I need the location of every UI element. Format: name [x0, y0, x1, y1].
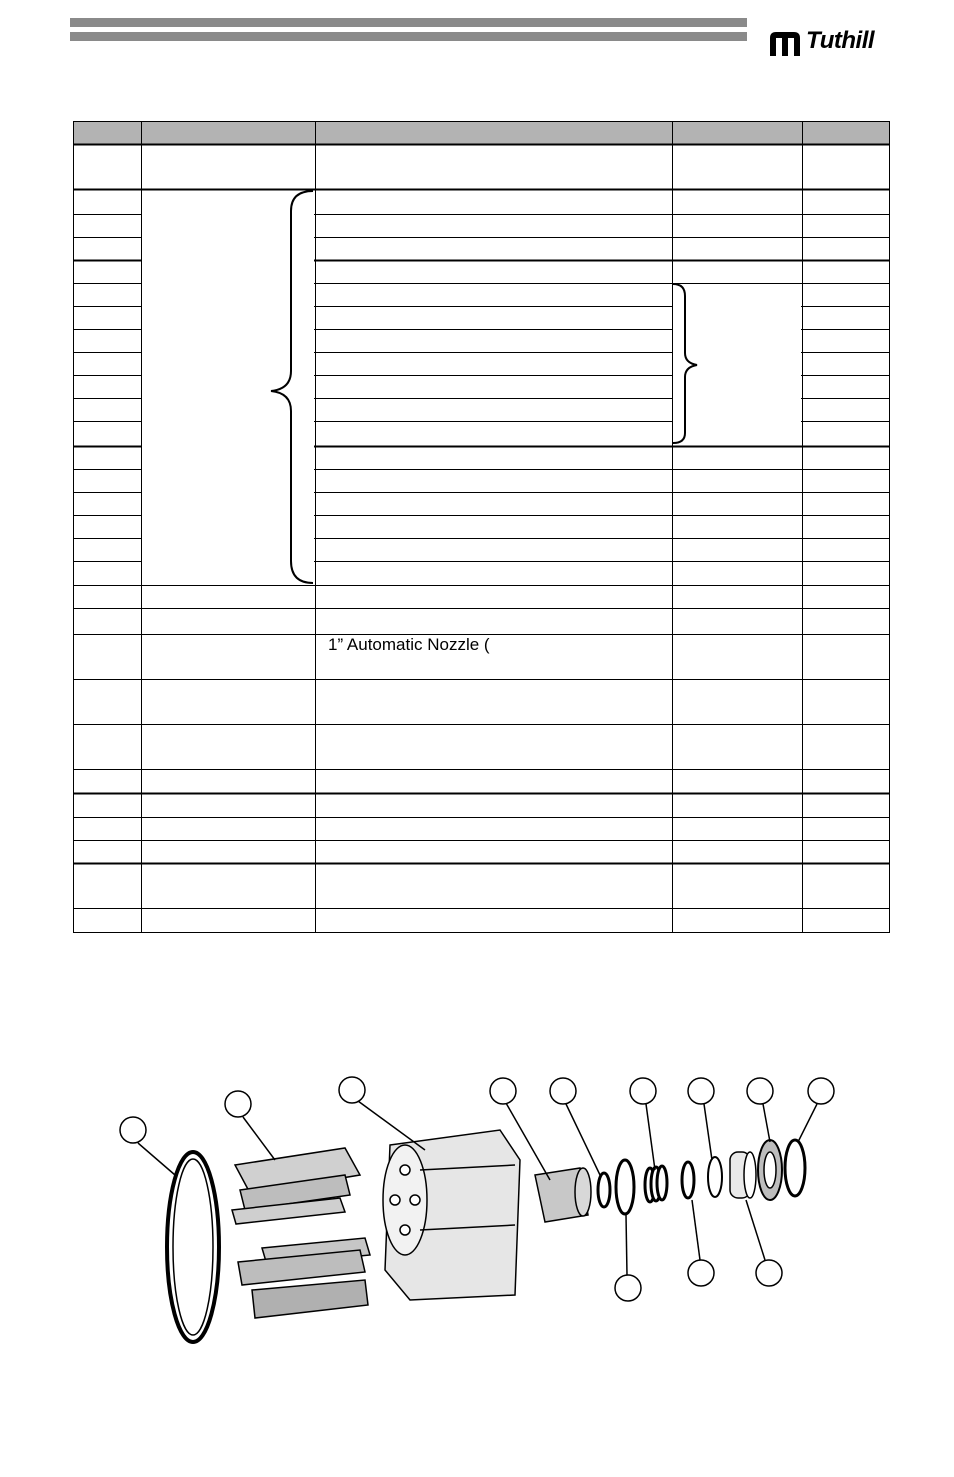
parts-table [73, 121, 890, 933]
pump-assembly-drawing [0, 1060, 954, 1360]
seal-spring [645, 1166, 667, 1202]
shaft [535, 1168, 591, 1222]
thrust-washer [616, 1160, 634, 1214]
seal-seat [758, 1140, 782, 1200]
table-header-row [73, 121, 890, 144]
parts-table-grid [73, 121, 890, 933]
callout-circle [225, 1091, 251, 1117]
callout-circle [615, 1275, 641, 1301]
tuthill-logo-icon [768, 28, 802, 58]
nozzle-description-cell: 1” Automatic Nozzle ( [328, 635, 490, 654]
callout-circle [490, 1078, 516, 1104]
bearing-sleeve [730, 1152, 756, 1198]
seal-ring [708, 1157, 722, 1197]
callout-circle [688, 1260, 714, 1286]
merged-cell-fill [142, 191, 314, 584]
header-rule-top [70, 18, 747, 27]
brand-logo [768, 26, 888, 60]
callout-circle [630, 1078, 656, 1104]
brand-name: Tuthill [806, 27, 875, 54]
callout-circle [339, 1077, 365, 1103]
header-rule-bottom [70, 32, 747, 41]
callout-circle [550, 1078, 576, 1104]
callout-circle [688, 1078, 714, 1104]
rotor [383, 1130, 520, 1300]
seal-washer [682, 1162, 694, 1198]
callout-circle [756, 1260, 782, 1286]
callout-circle [120, 1117, 146, 1143]
o-ring [785, 1140, 805, 1196]
merged-cell-fill [673, 285, 801, 445]
retaining-ring [598, 1173, 610, 1207]
vane-stack [232, 1148, 370, 1318]
callout-circle [808, 1078, 834, 1104]
callout-circle [747, 1078, 773, 1104]
exploded-parts-diagram [0, 1060, 954, 1360]
